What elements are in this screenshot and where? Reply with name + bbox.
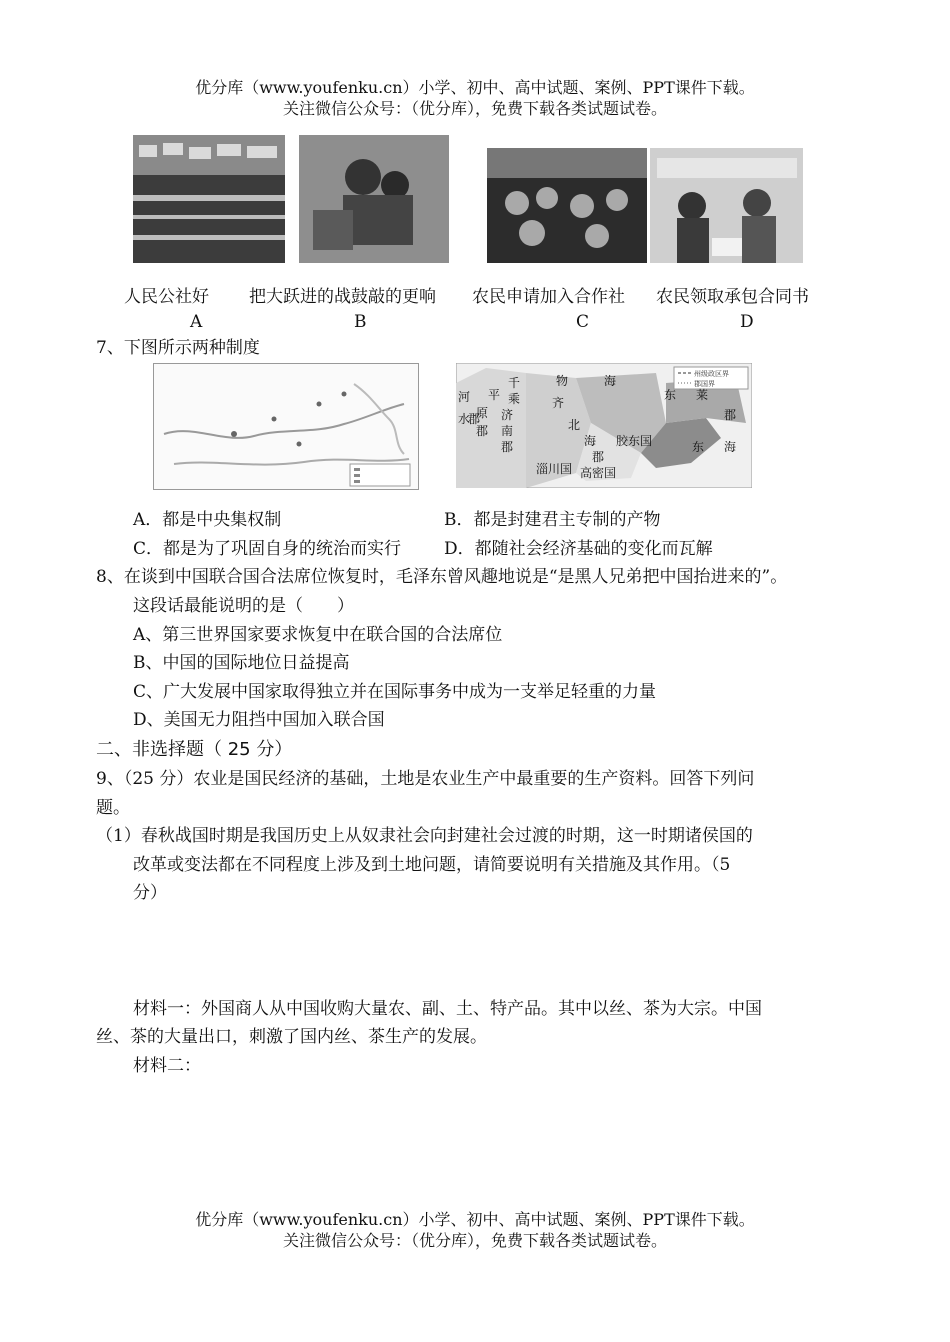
map-label: 郡	[724, 408, 737, 422]
map-label: 胶东国	[616, 434, 653, 448]
map-label: 郡	[501, 440, 514, 454]
q7-option-b: B．都是封建君主专制的产物	[444, 510, 661, 530]
map-label: 河	[458, 390, 471, 404]
map-label: 千	[508, 376, 521, 390]
map-western-zhou	[153, 363, 419, 490]
map-label: 南	[501, 424, 514, 438]
map-label: 郡	[476, 424, 489, 438]
map-label: 济	[501, 408, 514, 422]
map-label: 郡	[592, 450, 605, 464]
caption-c: 农民申请加入合作社	[472, 287, 625, 307]
caption-d: 农民领取承包合同书	[656, 287, 809, 307]
map-label: 海	[604, 374, 617, 388]
map-label: 莱	[696, 388, 709, 402]
map-label: 东	[664, 388, 677, 402]
material-1-line-1: 材料一：外国商人从中国收购大量农、副、土、特产品。其中以丝、茶为大宗。中国	[133, 999, 762, 1019]
map-label: 原	[476, 406, 489, 420]
caption-letter-b: B	[354, 312, 367, 332]
map-label: 淄川国	[536, 462, 573, 476]
caption-a: 人民公社好	[124, 287, 209, 307]
map-label: 齐	[552, 396, 565, 410]
caption-letter-a: A	[190, 312, 203, 332]
map-label: 高密国	[580, 466, 617, 480]
photo-pair-right	[487, 148, 803, 263]
map-label: 平	[488, 388, 501, 402]
caption-letter-d: D	[740, 312, 754, 332]
q8-stem: 8、在谈到中国联合国合法席位恢复时，毛泽东曾风趣地说是“是黑人兄弟把中国抬进来的”。	[96, 567, 788, 587]
map-legend-1: 州级政区界	[694, 370, 729, 378]
map-label: 乘	[508, 392, 521, 406]
page-footer-line1: 优分库（www.youfenku.cn）小学、初中、高中试题、案例、PPT课件下载。	[195, 1210, 755, 1229]
q9-sub1-line-1: （1）春秋战国时期是我国历史上从奴隶社会向封建社会过渡的时期，这一时期诸侯国的	[96, 826, 753, 846]
q7-option-c: C．都是为了巩固自身的统治而实行	[133, 539, 402, 559]
map-label: 海	[724, 440, 737, 454]
map-label: 东	[692, 440, 705, 454]
map-label: 郡	[468, 412, 481, 426]
q7-stem: 7、下图所示两种制度	[96, 338, 260, 358]
q8-option-d: D、美国无力阻挡中国加入联合国	[133, 710, 385, 730]
material-1-line-2: 丝、茶的大量出口，刺激了国内丝、茶生产的发展。	[96, 1027, 487, 1047]
caption-b: 把大跃进的战鼓敲的更响	[249, 287, 436, 307]
q7-option-d: D．都随社会经济基础的变化而瓦解	[444, 539, 713, 559]
q8-option-b: B、中国的国际地位日益提高	[133, 653, 350, 673]
map-label: 海	[584, 434, 597, 448]
q7-option-a: A．都是中央集权制	[133, 510, 282, 530]
q9-line-1: 9、（25 分）农业是国民经济的基础，土地是农业生产中最重要的生产资料。回答下列问	[96, 769, 755, 789]
map-label: 水	[458, 412, 471, 426]
q9-sub1-line-3: 分）	[133, 883, 167, 903]
section-2-title: 二、非选择题（ 25 分）	[96, 739, 293, 760]
q8-stem-2: 这段话最能说明的是（ ）	[133, 596, 354, 616]
map-legend-2: 郡国界	[694, 380, 715, 388]
map-label: 北	[568, 418, 581, 432]
caption-letter-c: C	[576, 312, 590, 332]
material-2-label: 材料二：	[133, 1056, 201, 1076]
q8-option-a: A、第三世界国家要求恢复中在联合国的合法席位	[133, 625, 503, 645]
photo-pair-left	[133, 135, 449, 263]
map-western-han	[456, 363, 752, 488]
q8-option-c: C、广大发展中国家取得独立并在国际事务中成为一支举足轻重的力量	[133, 682, 657, 702]
page-header-line1: 优分库（www.youfenku.cn）小学、初中、高中试题、案例、PPT课件下载。	[195, 78, 755, 97]
map-label: 物	[556, 374, 569, 388]
q9-sub1-line-2: 改革或变法都在不同程度上涉及到土地问题，请简要说明有关措施及其作用。（5	[133, 855, 731, 875]
q9-line-2: 题。	[96, 798, 130, 818]
page-header-line2: 关注微信公众号：（优分库），免费下载各类试题试卷。	[282, 99, 667, 118]
page-footer-line2: 关注微信公众号：（优分库），免费下载各类试题试卷。	[282, 1231, 667, 1250]
